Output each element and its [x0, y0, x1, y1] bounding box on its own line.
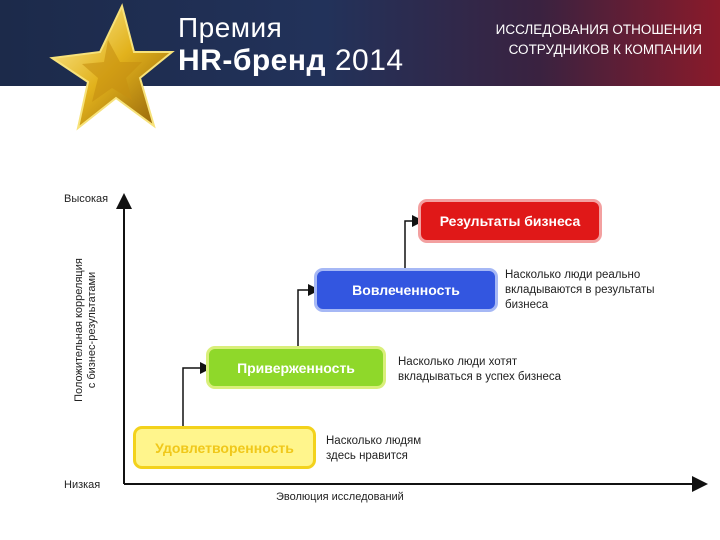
x-axis-title: Эволюция исследований — [276, 491, 404, 503]
step-commitment: Приверженность — [206, 346, 386, 389]
y-axis-high-label: Высокая — [64, 193, 109, 205]
desc-line: Насколько люди реально — [505, 269, 641, 281]
y-axis-low-label: Низкая — [64, 479, 101, 491]
connector-1 — [183, 368, 206, 426]
desc-line: здесь нравится — [326, 450, 408, 462]
y-axis-title — [73, 230, 99, 430]
connector-2 — [298, 290, 314, 346]
slide-title-line2: СОТРУДНИКОВ К КОМПАНИИ — [508, 42, 702, 57]
desc-line: бизнеса — [505, 299, 549, 311]
desc-line: Насколько людям — [326, 435, 422, 447]
step-engagement-description — [505, 268, 695, 313]
step-commitment-description — [398, 355, 598, 385]
desc-line: вкладываться в успех бизнеса — [398, 371, 562, 383]
desc-line: вкладываются в результаты — [505, 284, 655, 296]
connector-3 — [405, 221, 418, 268]
step-satisfaction: Удовлетворенность — [133, 426, 316, 469]
brand-year: 2014 — [334, 44, 404, 77]
brand-name: HR-бренд — [178, 44, 327, 77]
step-satisfaction-description — [326, 434, 476, 464]
step-business-results: Результаты бизнеса — [418, 199, 602, 243]
slide-title-line1: ИССЛЕДОВАНИЯ ОТНОШЕНИЯ — [495, 22, 702, 37]
step-engagement: Вовлеченность — [314, 268, 498, 312]
brand-line1: Премия — [178, 12, 283, 43]
desc-line: Насколько люди хотят — [398, 356, 518, 368]
y-axis-title-line1: Положительная корреляция — [73, 258, 85, 402]
y-axis-title-line2: с бизнес-результатами — [86, 271, 98, 389]
